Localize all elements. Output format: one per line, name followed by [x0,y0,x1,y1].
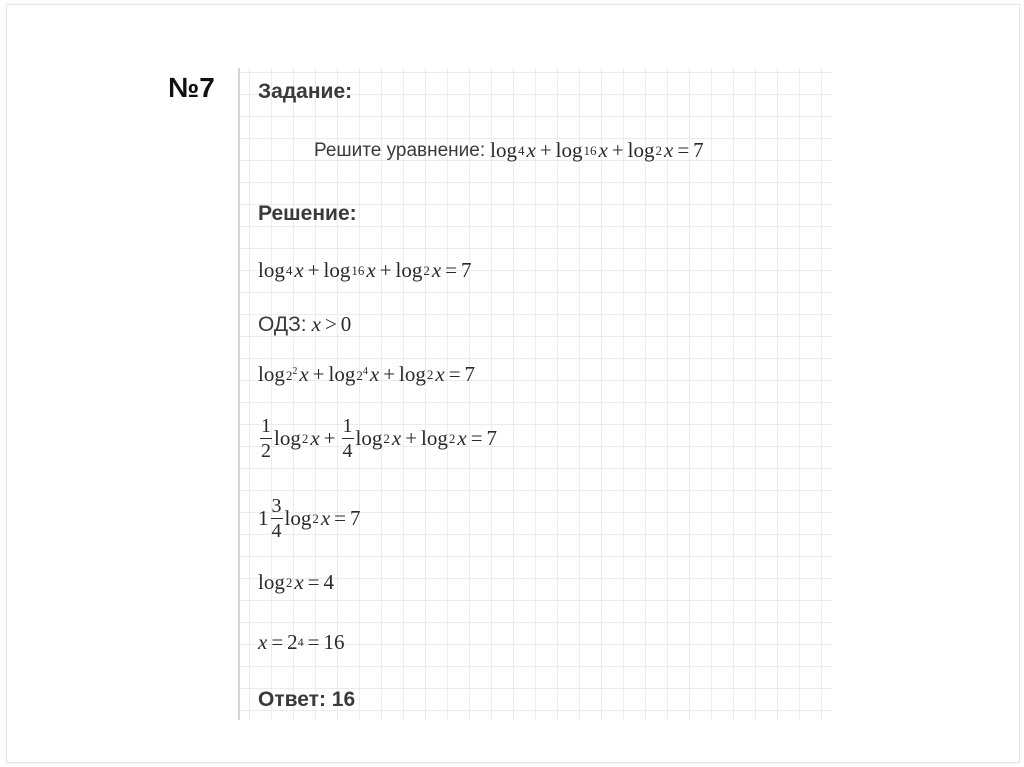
number: 7 [350,506,361,530]
fraction-three-quarters [271,496,283,541]
log-symbol: log [274,426,301,450]
plus-sign: + [539,138,552,162]
base: 2 [356,367,363,383]
solution-step-1 [258,258,472,283]
solution-step-3 [258,416,497,461]
numerator: 1 [261,415,271,437]
fraction-one-half [260,416,272,461]
log-symbol: log [399,362,426,386]
variable-x: x [431,258,442,282]
variable-x: x [294,570,304,594]
task-equation [314,138,704,163]
exponent: 4 [362,365,368,377]
log-symbol: log [627,138,655,162]
variable-x: x [310,426,320,450]
task-prompt: Решите уравнение: [314,139,486,161]
number: 4 [323,570,335,594]
numerator: 3 [271,495,282,517]
plus-sign: + [323,426,336,450]
domain-condition [258,312,351,337]
denominator: 4 [271,520,282,542]
log-base: 2 [285,574,293,590]
solution-step-4 [258,496,361,541]
log-base: 4 [285,262,293,278]
variable-x: x [320,506,331,530]
log-base-power [286,366,298,384]
answer: Ответ: 16 [258,688,356,711]
variable-x: x [258,630,268,654]
log-symbol: log [258,258,285,282]
log-symbol: log [258,362,285,386]
log-symbol: log [258,570,285,594]
plus-sign: + [611,138,624,162]
log-base-power [356,366,368,384]
variable-x: x [369,362,380,386]
log-base: 2 [423,262,430,278]
solution-sheet [238,68,832,720]
plus-sign: + [405,426,418,450]
equals-sign: = [307,570,320,594]
variable-x: x [664,138,674,162]
number: 7 [461,258,472,282]
log-base: 4 [517,142,525,158]
log-symbol: log [490,138,517,162]
log-base: 2 [383,430,390,446]
variable-x: x [311,312,321,336]
log-base: 16 [583,142,597,158]
solution-step-6 [258,630,345,655]
plus-sign: + [383,362,396,386]
variable-x: x [598,138,608,162]
greater-sign: > [324,312,337,336]
number: 7 [486,426,498,450]
log-base: 2 [301,430,309,446]
variable-x: x [294,258,304,282]
log-symbol: log [555,138,583,162]
mixed-whole: 1 [258,506,269,530]
solution-step-5 [258,570,334,595]
log-symbol: log [421,426,448,450]
variable-x: x [366,258,376,282]
fraction-one-quarter [342,416,354,461]
log-base: 2 [312,510,319,526]
equals-sign: = [445,258,458,282]
equals-sign: = [677,138,690,162]
exponent: 2 [292,365,298,377]
variable-x: x [526,138,536,162]
odz-label: ОДЗ: [258,312,307,336]
plus-sign: + [312,362,325,386]
denominator: 2 [261,440,271,462]
variable-x: x [457,426,467,450]
log-symbol: log [328,362,356,386]
log-symbol: log [323,258,351,282]
log-base: 16 [351,262,365,278]
number: 16 [323,630,345,654]
power-base: 2 [287,630,298,654]
task-heading: Задание: [258,80,353,103]
variable-x: x [435,362,445,386]
equals-sign: = [271,630,284,654]
log-base: 2 [426,366,434,382]
log-symbol: log [284,506,312,530]
equals-sign: = [470,426,483,450]
solution-step-2 [258,362,475,387]
number: 0 [340,312,352,336]
solution-heading: Решение: [258,202,357,225]
variable-x: x [391,426,402,450]
log-symbol: log [395,258,423,282]
variable-x: x [299,362,309,386]
denominator: 4 [342,440,353,462]
numerator: 1 [342,415,353,437]
base: 2 [285,367,293,383]
log-symbol: log [355,426,383,450]
task-number: №7 [168,72,215,103]
log-base: 2 [655,142,662,158]
equals-sign: = [307,630,320,654]
number: 7 [464,362,476,386]
log-base: 2 [448,430,456,446]
number: 7 [693,138,704,162]
equals-sign: = [334,506,347,530]
equals-sign: = [448,362,461,386]
plus-sign: + [379,258,392,282]
plus-sign: + [307,258,320,282]
power-exponent: 4 [297,635,304,649]
